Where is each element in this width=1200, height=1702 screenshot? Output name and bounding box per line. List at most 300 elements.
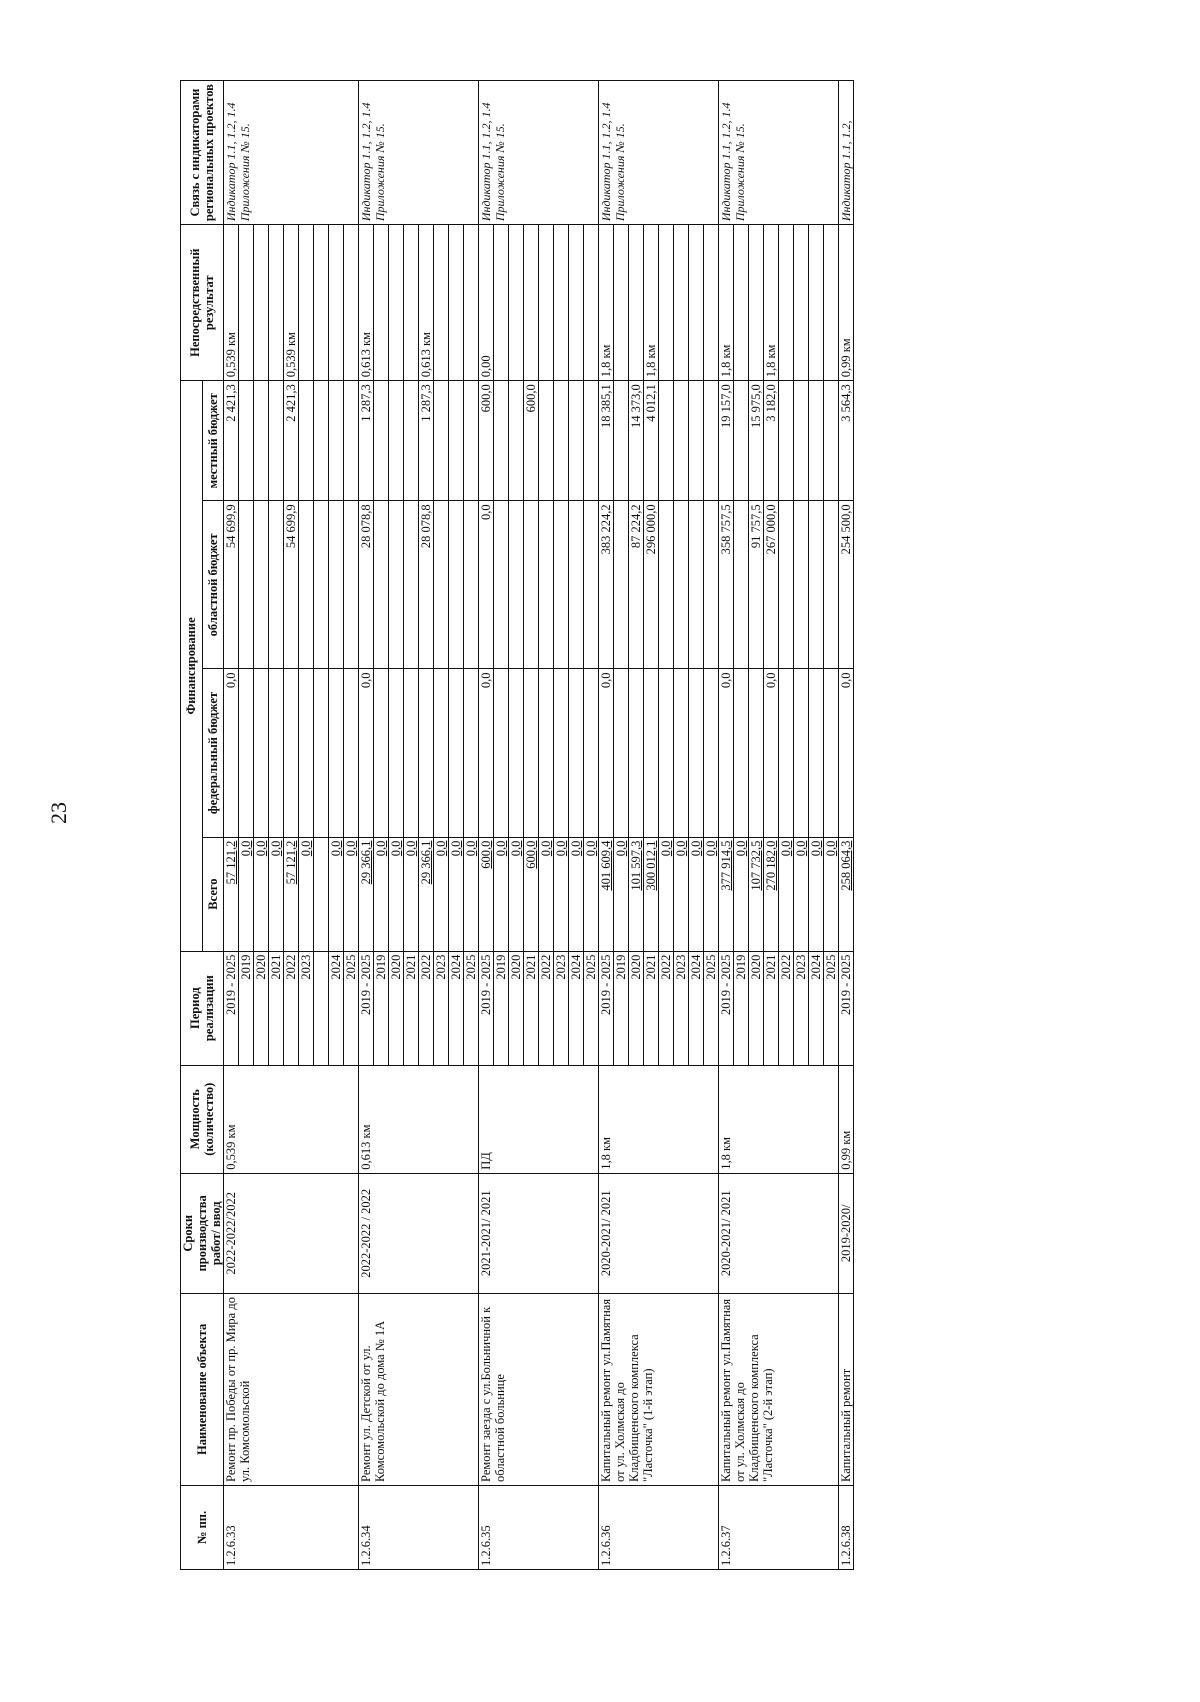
regional-cell	[809, 501, 824, 669]
total-cell: 0,0	[404, 837, 419, 951]
indicator-link: Индикатор 1.1, 1.2, 1.4 Приложения № 15.	[719, 81, 839, 225]
local-cell	[329, 381, 344, 501]
total-cell: 0,0	[614, 837, 629, 951]
local-cell	[404, 381, 419, 501]
object-number: 1.2.6.36	[599, 1485, 719, 1569]
period-cell: 2020	[389, 951, 404, 1065]
period-cell: 2022	[419, 951, 434, 1065]
period-cell: 2024	[449, 951, 464, 1065]
federal-cell	[524, 669, 539, 837]
table-row	[479, 81, 494, 1570]
federal-cell: 0,0	[599, 669, 614, 837]
object-terms: 2022-2022/2022	[224, 1173, 359, 1293]
total-cell: 0,0	[794, 837, 809, 951]
federal-cell	[419, 669, 434, 837]
federal-cell	[329, 669, 344, 837]
federal-cell	[689, 669, 704, 837]
regional-cell	[494, 501, 509, 669]
result-cell: 0,00	[479, 225, 494, 381]
local-cell	[704, 381, 719, 501]
local-cell: 18 385,1	[599, 381, 614, 501]
total-cell: 0,0	[269, 837, 284, 951]
total-cell: 0,0	[434, 837, 449, 951]
local-cell	[344, 381, 359, 501]
total-cell: 0,0	[824, 837, 839, 951]
regional-cell	[509, 501, 524, 669]
local-cell	[824, 381, 839, 501]
period-cell: 2021	[644, 951, 659, 1065]
result-cell	[329, 225, 344, 381]
local-cell	[389, 381, 404, 501]
total-cell: 0,0	[734, 837, 749, 951]
period-cell: 2023	[554, 951, 569, 1065]
federal-cell	[464, 669, 479, 837]
financing-table	[180, 80, 854, 1570]
object-number: 1.2.6.34	[359, 1485, 479, 1569]
federal-cell: 0,0	[479, 669, 494, 837]
total-cell: 107 732,5	[749, 837, 764, 951]
local-cell	[494, 381, 509, 501]
object-name: Капитальный ремонт ул.Памятная от ул. Холмская до Кладбищенского комплекса "Ласточка" (1-й этап)	[599, 1293, 719, 1485]
local-cell	[659, 381, 674, 501]
local-cell	[539, 381, 554, 501]
total-cell: 0,0	[674, 837, 689, 951]
period-cell: 2021	[524, 951, 539, 1065]
total-cell: 600,0	[479, 837, 494, 951]
period-cell: 2019	[614, 951, 629, 1065]
local-cell	[689, 381, 704, 501]
period-cell: 2019 - 2025	[839, 951, 854, 1065]
object-terms: 2020-2021/ 2021	[599, 1173, 719, 1293]
period-cell: 2025	[584, 951, 599, 1065]
result-cell	[389, 225, 404, 381]
regional-cell	[389, 501, 404, 669]
period-cell: 2024	[689, 951, 704, 1065]
total-cell: 0,0	[494, 837, 509, 951]
period-cell: 2020	[254, 951, 269, 1065]
total-cell: 0,0	[689, 837, 704, 951]
result-cell: 1,8 км	[719, 225, 734, 381]
result-cell	[539, 225, 554, 381]
federal-cell	[614, 669, 629, 837]
total-cell: 0,0	[809, 837, 824, 951]
regional-cell	[704, 501, 719, 669]
total-cell: 0,0	[554, 837, 569, 951]
object-terms: 2021-2021/ 2021	[479, 1173, 599, 1293]
federal-cell	[509, 669, 524, 837]
header-link: Связь с индикаторами региональных проектов	[181, 81, 224, 225]
indicator-link: Индикатор 1.1, 1.2, 1.4 Приложения № 15.	[479, 81, 599, 225]
result-cell	[509, 225, 524, 381]
period-cell: 2022	[659, 951, 674, 1065]
regional-cell: 254 500,0	[839, 501, 854, 669]
object-name: Капитальный ремонт	[839, 1293, 854, 1485]
header-financing: Финансирование	[181, 381, 203, 951]
regional-cell	[404, 501, 419, 669]
total-cell: 29 366,1	[359, 837, 374, 951]
result-cell	[434, 225, 449, 381]
federal-cell: 0,0	[224, 669, 239, 837]
federal-cell	[299, 669, 314, 837]
header-name: Наименование объекта	[181, 1293, 224, 1485]
header-capacity: Мощность (количество)	[181, 1065, 224, 1173]
indicator-link: Индикатор 1.1, 1.2,	[839, 81, 854, 225]
total-cell: 0,0	[584, 837, 599, 951]
object-number: 1.2.6.35	[479, 1485, 599, 1569]
federal-cell: 0,0	[359, 669, 374, 837]
period-cell: 2021	[269, 951, 284, 1065]
total-cell: 258 064,3	[839, 837, 854, 951]
object-capacity: 1,8 км	[599, 1065, 719, 1173]
regional-cell: 54 699,9	[224, 501, 239, 669]
regional-cell	[584, 501, 599, 669]
header-federal: федеральный бюджет	[202, 669, 224, 837]
local-cell	[434, 381, 449, 501]
object-name: Капитальный ремонт ул.Памятная от ул. Холмская до Кладбищенского комплекса "Ласточка" (2-й этап)	[719, 1293, 839, 1485]
period-cell: 2019 - 2025	[479, 951, 494, 1065]
indicator-link: Индикатор 1.1, 1.2, 1.4 Приложения № 15.	[599, 81, 719, 225]
object-number: 1.2.6.33	[224, 1485, 359, 1569]
federal-cell	[284, 669, 299, 837]
result-cell: 1,8 км	[599, 225, 614, 381]
federal-cell	[434, 669, 449, 837]
regional-cell	[464, 501, 479, 669]
period-cell: 2025	[824, 951, 839, 1065]
period-cell: 2019 - 2025	[719, 951, 734, 1065]
regional-cell	[344, 501, 359, 669]
object-capacity: 0,539 км	[224, 1065, 359, 1173]
regional-cell	[269, 501, 284, 669]
period-cell: 2025	[464, 951, 479, 1065]
total-cell: 600,0	[524, 837, 539, 951]
period-cell: 2023	[434, 951, 449, 1065]
regional-cell	[524, 501, 539, 669]
result-cell	[344, 225, 359, 381]
period-cell: 2020	[629, 951, 644, 1065]
regional-cell	[674, 501, 689, 669]
result-cell	[314, 225, 329, 381]
result-cell: 1,8 км	[764, 225, 779, 381]
period-cell: 2025	[344, 951, 359, 1065]
federal-cell	[674, 669, 689, 837]
result-cell	[404, 225, 419, 381]
local-cell: 600,0	[524, 381, 539, 501]
federal-cell: 0,0	[719, 669, 734, 837]
table-row	[839, 81, 854, 1570]
federal-cell	[449, 669, 464, 837]
total-cell: 300 012,1	[644, 837, 659, 951]
local-cell	[794, 381, 809, 501]
object-capacity: ПД	[479, 1065, 599, 1173]
local-cell: 1 287,3	[419, 381, 434, 501]
result-cell	[494, 225, 509, 381]
local-cell: 3 564,3	[839, 381, 854, 501]
federal-cell	[734, 669, 749, 837]
federal-cell	[374, 669, 389, 837]
total-cell: 0,0	[299, 837, 314, 951]
federal-cell	[254, 669, 269, 837]
regional-cell: 383 224,2	[599, 501, 614, 669]
total-cell: 0,0	[449, 837, 464, 951]
result-cell	[299, 225, 314, 381]
header-terms: Сроки производства работ/ ввод	[181, 1173, 224, 1293]
regional-cell	[779, 501, 794, 669]
local-cell: 600,0	[479, 381, 494, 501]
result-cell	[794, 225, 809, 381]
local-cell	[239, 381, 254, 501]
result-cell: 0,613 км	[359, 225, 374, 381]
federal-cell	[809, 669, 824, 837]
period-cell: 2021	[404, 951, 419, 1065]
local-cell	[254, 381, 269, 501]
regional-cell: 296 000,0	[644, 501, 659, 669]
period-cell	[314, 951, 329, 1065]
federal-cell	[629, 669, 644, 837]
total-cell: 101 597,3	[629, 837, 644, 951]
regional-cell	[824, 501, 839, 669]
regional-cell: 28 078,8	[359, 501, 374, 669]
table-row	[359, 81, 374, 1570]
federal-cell	[389, 669, 404, 837]
result-cell: 0,539 км	[224, 225, 239, 381]
result-cell	[464, 225, 479, 381]
total-cell: 401 609,4	[599, 837, 614, 951]
federal-cell	[269, 669, 284, 837]
object-name: Ремонт ул. Детской от ул. Комсомольской до дома № 1А	[359, 1293, 479, 1485]
period-cell: 2019	[239, 951, 254, 1065]
period-cell: 2022	[284, 951, 299, 1065]
total-cell: 0,0	[344, 837, 359, 951]
local-cell	[554, 381, 569, 501]
local-cell	[674, 381, 689, 501]
local-cell	[449, 381, 464, 501]
object-terms: 2019-2020/	[839, 1173, 854, 1293]
regional-cell: 0,0	[479, 501, 494, 669]
local-cell	[614, 381, 629, 501]
federal-cell	[794, 669, 809, 837]
object-number: 1.2.6.38	[839, 1485, 854, 1569]
period-cell: 2019 - 2025	[599, 951, 614, 1065]
local-cell: 2 421,3	[224, 381, 239, 501]
total-cell: 0,0	[254, 837, 269, 951]
object-terms: 2022-2022 / 2022	[359, 1173, 479, 1293]
federal-cell	[569, 669, 584, 837]
federal-cell	[494, 669, 509, 837]
regional-cell: 54 699,9	[284, 501, 299, 669]
object-terms: 2020-2021/ 2021	[719, 1173, 839, 1293]
federal-cell	[554, 669, 569, 837]
federal-cell	[314, 669, 329, 837]
period-cell: 2020	[749, 951, 764, 1065]
period-cell: 2019	[374, 951, 389, 1065]
federal-cell	[239, 669, 254, 837]
regional-cell	[449, 501, 464, 669]
federal-cell	[644, 669, 659, 837]
total-cell: 57 121,2	[284, 837, 299, 951]
object-name: Ремонт заезда с ул.Больничной к областной больнице	[479, 1293, 599, 1485]
period-cell: 2022	[539, 951, 554, 1065]
table-row	[719, 81, 734, 1570]
total-cell: 0,0	[704, 837, 719, 951]
local-cell	[779, 381, 794, 501]
result-cell	[824, 225, 839, 381]
object-name: Ремонт пр. Победы от пр. Мира до ул. Комсомольской	[224, 1293, 359, 1485]
local-cell: 4 012,1	[644, 381, 659, 501]
local-cell: 14 373,0	[629, 381, 644, 501]
federal-cell	[584, 669, 599, 837]
regional-cell	[554, 501, 569, 669]
total-cell: 0,0	[659, 837, 674, 951]
regional-cell	[239, 501, 254, 669]
local-cell: 15 975,0	[749, 381, 764, 501]
result-cell	[809, 225, 824, 381]
object-capacity: 0,613 км	[359, 1065, 479, 1173]
federal-cell	[749, 669, 764, 837]
period-cell: 2023	[794, 951, 809, 1065]
result-cell: 0,539 км	[284, 225, 299, 381]
total-cell: 0,0	[374, 837, 389, 951]
period-cell: 2019	[494, 951, 509, 1065]
period-cell: 2023	[674, 951, 689, 1065]
total-cell: 0,0	[329, 837, 344, 951]
local-cell	[734, 381, 749, 501]
result-cell	[524, 225, 539, 381]
federal-cell	[704, 669, 719, 837]
federal-cell	[779, 669, 794, 837]
header-total: Всего	[202, 837, 224, 951]
result-cell: 0,613 км	[419, 225, 434, 381]
total-cell	[314, 837, 329, 951]
local-cell	[509, 381, 524, 501]
total-cell: 377 914,5	[719, 837, 734, 951]
regional-cell: 358 757,5	[719, 501, 734, 669]
result-cell	[704, 225, 719, 381]
table-body	[224, 81, 854, 1570]
result-cell	[569, 225, 584, 381]
total-cell: 29 366,1	[419, 837, 434, 951]
result-cell	[779, 225, 794, 381]
result-cell	[269, 225, 284, 381]
period-cell: 2020	[509, 951, 524, 1065]
result-cell	[614, 225, 629, 381]
regional-cell: 91 757,5	[749, 501, 764, 669]
period-cell: 2019 - 2025	[359, 951, 374, 1065]
local-cell: 19 157,0	[719, 381, 734, 501]
total-cell: 0,0	[239, 837, 254, 951]
rotated-page	[180, 80, 1090, 1570]
local-cell	[584, 381, 599, 501]
federal-cell	[539, 669, 554, 837]
period-cell: 2024	[809, 951, 824, 1065]
regional-cell	[734, 501, 749, 669]
regional-cell	[299, 501, 314, 669]
result-cell	[254, 225, 269, 381]
period-cell: 2019 - 2025	[224, 951, 239, 1065]
period-cell: 2021	[764, 951, 779, 1065]
object-capacity: 1,8 км	[719, 1065, 839, 1173]
result-cell: 1,8 км	[644, 225, 659, 381]
period-cell: 2025	[704, 951, 719, 1065]
result-cell	[659, 225, 674, 381]
total-cell: 0,0	[569, 837, 584, 951]
regional-cell	[794, 501, 809, 669]
total-cell: 0,0	[509, 837, 524, 951]
regional-cell	[539, 501, 554, 669]
object-capacity: 0,99 км	[839, 1065, 854, 1173]
federal-cell	[659, 669, 674, 837]
federal-cell	[344, 669, 359, 837]
local-cell	[569, 381, 584, 501]
table-row	[224, 81, 239, 1570]
local-cell: 2 421,3	[284, 381, 299, 501]
regional-cell	[254, 501, 269, 669]
period-cell: 2019	[734, 951, 749, 1065]
result-cell: 0,99 км	[839, 225, 854, 381]
local-cell: 1 287,3	[359, 381, 374, 501]
result-cell	[239, 225, 254, 381]
federal-cell: 0,0	[764, 669, 779, 837]
total-cell: 57 121,2	[224, 837, 239, 951]
total-cell: 0,0	[464, 837, 479, 951]
local-cell	[809, 381, 824, 501]
result-cell	[449, 225, 464, 381]
local-cell: 3 182,0	[764, 381, 779, 501]
regional-cell	[614, 501, 629, 669]
total-cell: 0,0	[779, 837, 794, 951]
period-cell: 2024	[329, 951, 344, 1065]
total-cell: 0,0	[539, 837, 554, 951]
indicator-link: Индикатор 1.1, 1.2, 1.4 Приложения № 15.	[359, 81, 479, 225]
header-local: местный бюджет	[202, 381, 224, 501]
local-cell	[314, 381, 329, 501]
regional-cell	[434, 501, 449, 669]
total-cell: 270 182,0	[764, 837, 779, 951]
period-cell: 2023	[299, 951, 314, 1065]
federal-cell	[404, 669, 419, 837]
local-cell	[464, 381, 479, 501]
object-number: 1.2.6.37	[719, 1485, 839, 1569]
header-period: Период реализации	[181, 951, 224, 1065]
total-cell: 0,0	[389, 837, 404, 951]
regional-cell	[689, 501, 704, 669]
result-cell	[734, 225, 749, 381]
result-cell	[584, 225, 599, 381]
period-cell: 2024	[569, 951, 584, 1065]
result-cell	[374, 225, 389, 381]
local-cell	[374, 381, 389, 501]
regional-cell	[314, 501, 329, 669]
local-cell	[269, 381, 284, 501]
header-regional: областной бюджет	[202, 501, 224, 669]
table-row	[599, 81, 614, 1570]
regional-cell	[659, 501, 674, 669]
regional-cell	[329, 501, 344, 669]
result-cell	[674, 225, 689, 381]
result-cell	[629, 225, 644, 381]
result-cell	[554, 225, 569, 381]
regional-cell: 267 000,0	[764, 501, 779, 669]
federal-cell	[824, 669, 839, 837]
federal-cell: 0,0	[839, 669, 854, 837]
regional-cell	[569, 501, 584, 669]
local-cell	[299, 381, 314, 501]
page-number: 23	[46, 802, 71, 824]
period-cell: 2022	[779, 951, 794, 1065]
regional-cell	[374, 501, 389, 669]
header-result: Непосредственный результат	[181, 225, 224, 381]
regional-cell: 87 224,2	[629, 501, 644, 669]
indicator-link: Индикатор 1.1, 1.2, 1.4 Приложения № 15.	[224, 81, 359, 225]
